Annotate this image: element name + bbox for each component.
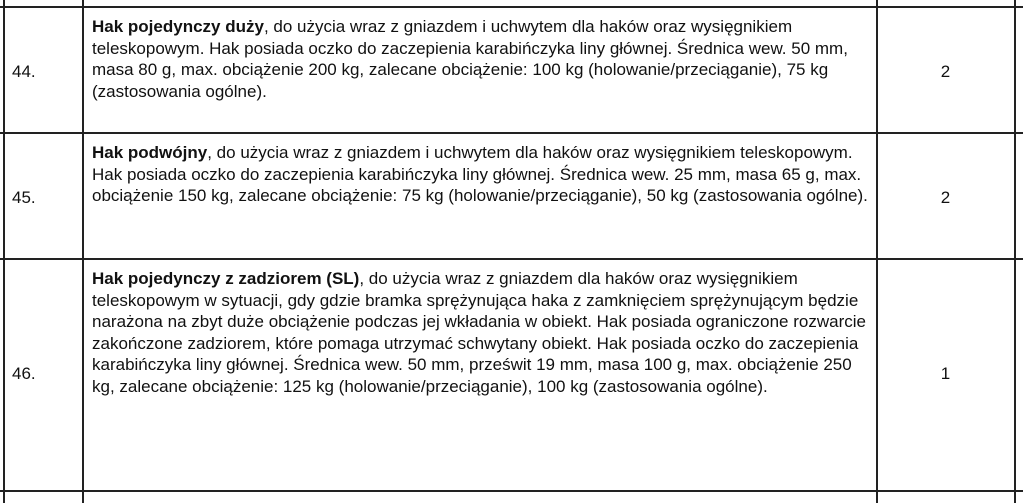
- item-number: 45.: [12, 188, 36, 207]
- item-name: Hak pojedynczy duży: [92, 17, 264, 36]
- item-details: , do użycia wraz z gniazdem i uchwytem dla haków oraz wysięgnikiem teleskopowym. Hak posiada oczko do zaczepienia karabińczyka liny głównej. Średnica wew. 50 mm, masa 80 g, max. obciążenie 200 kg, zalecane obciążenie: 100 kg (holowanie/przeciąganie), 75 kg (zastosowania ogólne).: [92, 17, 848, 101]
- row-divider: [0, 132, 1023, 134]
- item-details: , do użycia wraz z gniazdem i uchwytem dla haków oraz wysięgnikiem teleskopowym. Hak posiada oczko do zaczepienia karabińczyka liny głównej. Średnica wew. 25 mm, masa 65 g, max. obciążenie 150 kg, zalecane obciążenie: 75 kg (holowanie/przeciąganie), 50 kg (zastosowania ogólne).: [92, 143, 868, 205]
- item-name: Hak pojedynczy z zadziorem (SL): [92, 269, 360, 288]
- row-divider: [0, 258, 1023, 260]
- item-description: [92, 16, 874, 102]
- table-border-left: [3, 0, 5, 503]
- item-quantity: 1: [940, 364, 951, 383]
- item-description: [92, 142, 874, 207]
- column-divider-number: [82, 0, 84, 503]
- item-number: 44.: [12, 62, 36, 81]
- item-quantity: 2: [940, 62, 951, 81]
- table-border-right: [1014, 0, 1016, 503]
- row-divider: [0, 6, 1023, 8]
- item-number: 46.: [12, 364, 36, 383]
- item-description: [92, 268, 874, 397]
- item-name: Hak podwójny: [92, 143, 208, 162]
- item-quantity: 2: [940, 188, 951, 207]
- item-details: , do użycia wraz z gniazdem dla haków oraz wysięgnikiem teleskopowym w sytuacji, gdy gdzie bramka sprężynująca haka z zamknięciem sprężynującym będzie narażona na zbyt duże obciążenie podczas jej wkładania w obiekt. Hak posiada ograniczone rozwarcie zakończone zadziorem, które pomaga utrzymać schwytany obiekt. Hak posiada oczko do zaczepienia karabińczyka liny głównej. Średnica wew. 50 mm, prześwit 19 mm, masa 100 g, max. obciążenie 250 kg, zalecane obciążenie: 125 kg (holowanie/przeciąganie), 100 kg (zastosowania ogólne).: [92, 269, 866, 396]
- row-divider: [0, 490, 1023, 492]
